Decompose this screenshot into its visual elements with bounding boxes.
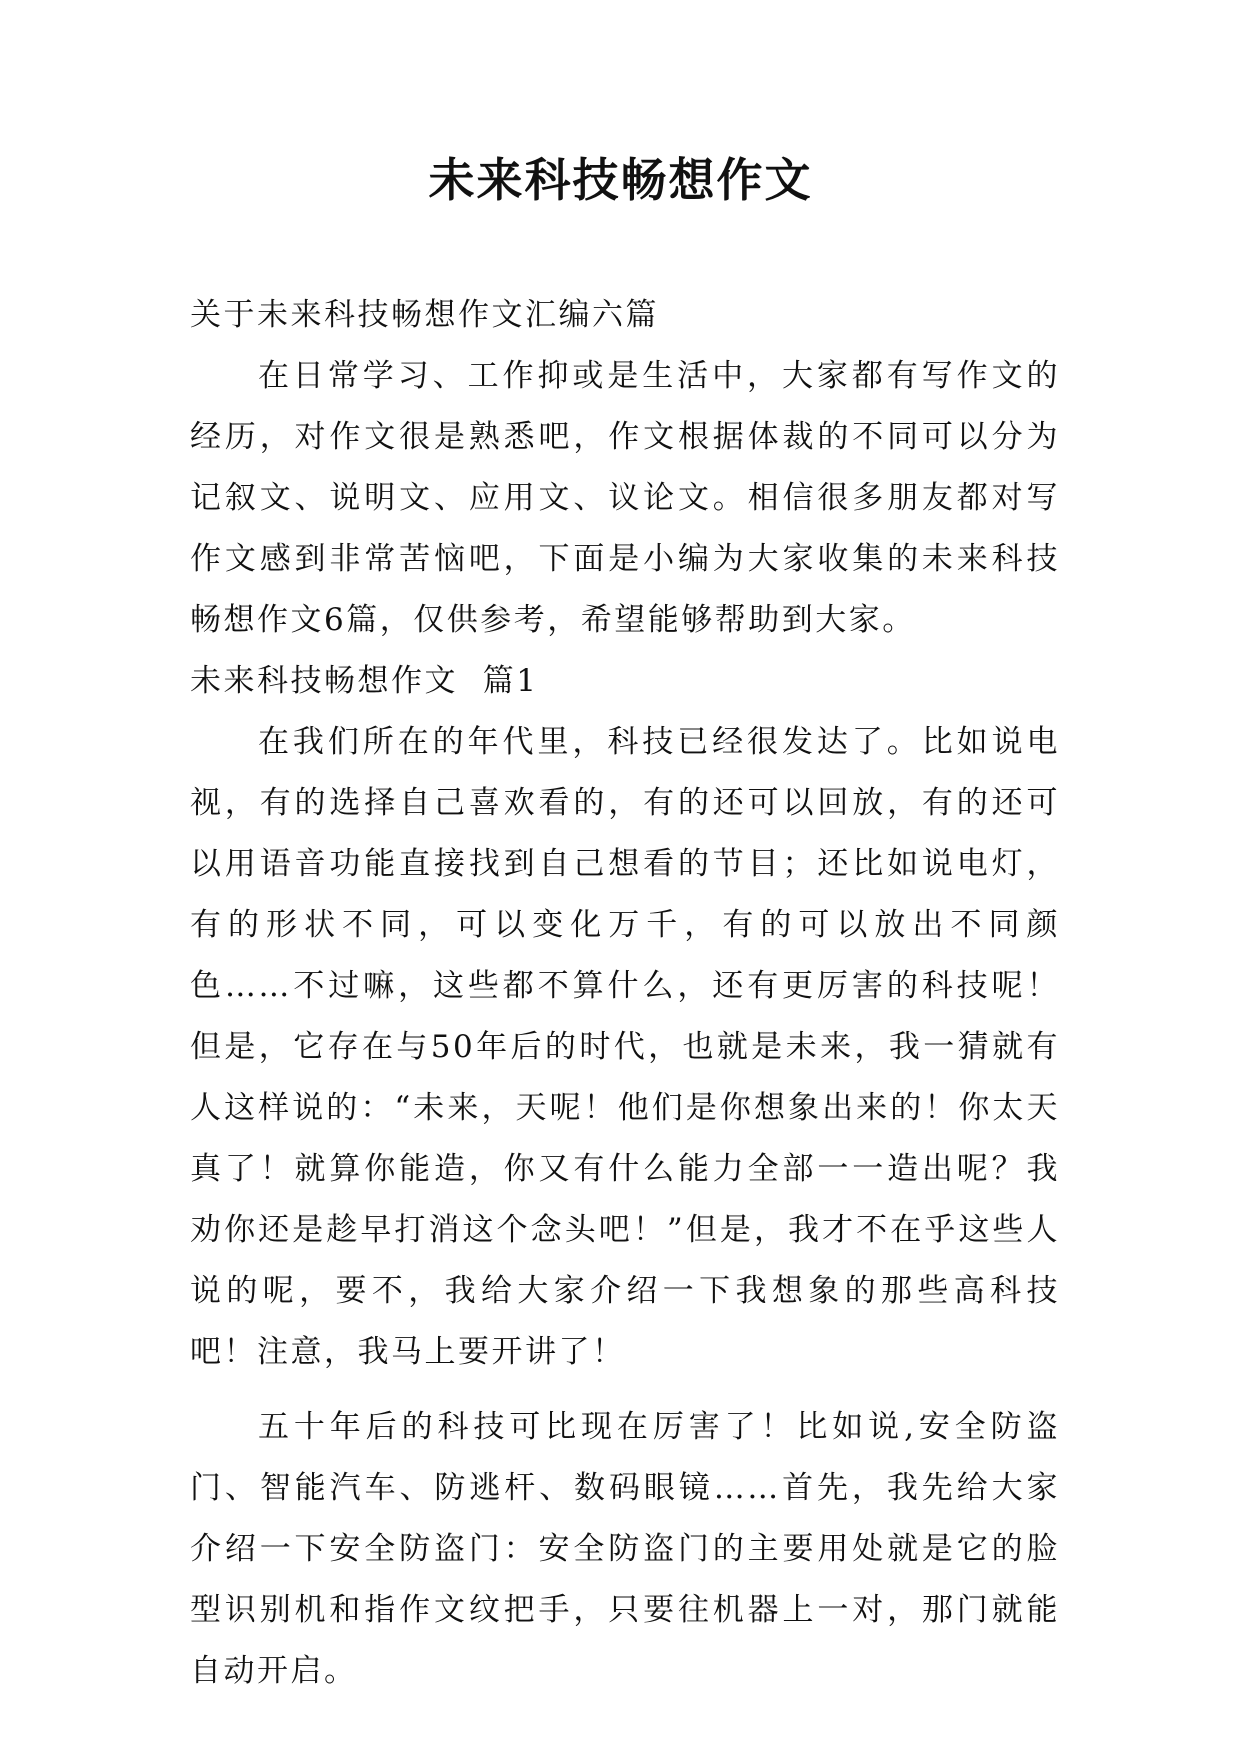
- section-heading: 未来科技畅想作文 篇1: [190, 663, 539, 699]
- essay-paragraph-2: 五十年后的科技可比现在厉害了！比如说,安全防盗门、智能汽车、防逃杆、数码眼镜……首先，我先给大家介绍一下安全防盗门：安全防盗门的主要用处就是它的脸型识别机和指作文纹把手，只要往机器上一对，那门就能自动开启。: [190, 1409, 1060, 1689]
- intro-paragraph: 在日常学习、工作抑或是生活中，大家都有写作文的经历，对作文很是熟悉吧，作文根据体裁的不同可以分为记叙文、说明文、应用文、议论文。相信很多朋友都对写作文感到非常苦恼吧，下面是小编为大家收集的未来科技畅想作文6篇，仅供参考，希望能够帮助到大家。: [190, 358, 1060, 638]
- document-body: [190, 285, 1060, 1702]
- essay-paragraph-1: 在我们所在的年代里，科技已经很发达了。比如说电视，有的选择自己喜欢看的，有的还可以回放，有的还可以用语音功能直接找到自己想看的节目；还比如说电灯，有的形状不同，可以变化万千，有的可以放出不同颜色……不过嘛，这些都不算什么，还有更厉害的科技呢！但是，它存在与50年后的时代，也就是未来，我一猜就有人这样说的：“未来，天呢！他们是你想象出来的！你太天真了！就算你能造，你又有什么能力全部一一造出呢？我劝你还是趁早打消这个念头吧！”但是，我才不在乎这些人说的呢，要不，我给大家介绍一下我想象的那些高科技吧！注意，我马上要开讲了！: [190, 724, 1060, 1370]
- document-subtitle: 关于未来科技畅想作文汇编六篇: [190, 297, 659, 333]
- document-title: 未来科技畅想作文: [428, 153, 813, 207]
